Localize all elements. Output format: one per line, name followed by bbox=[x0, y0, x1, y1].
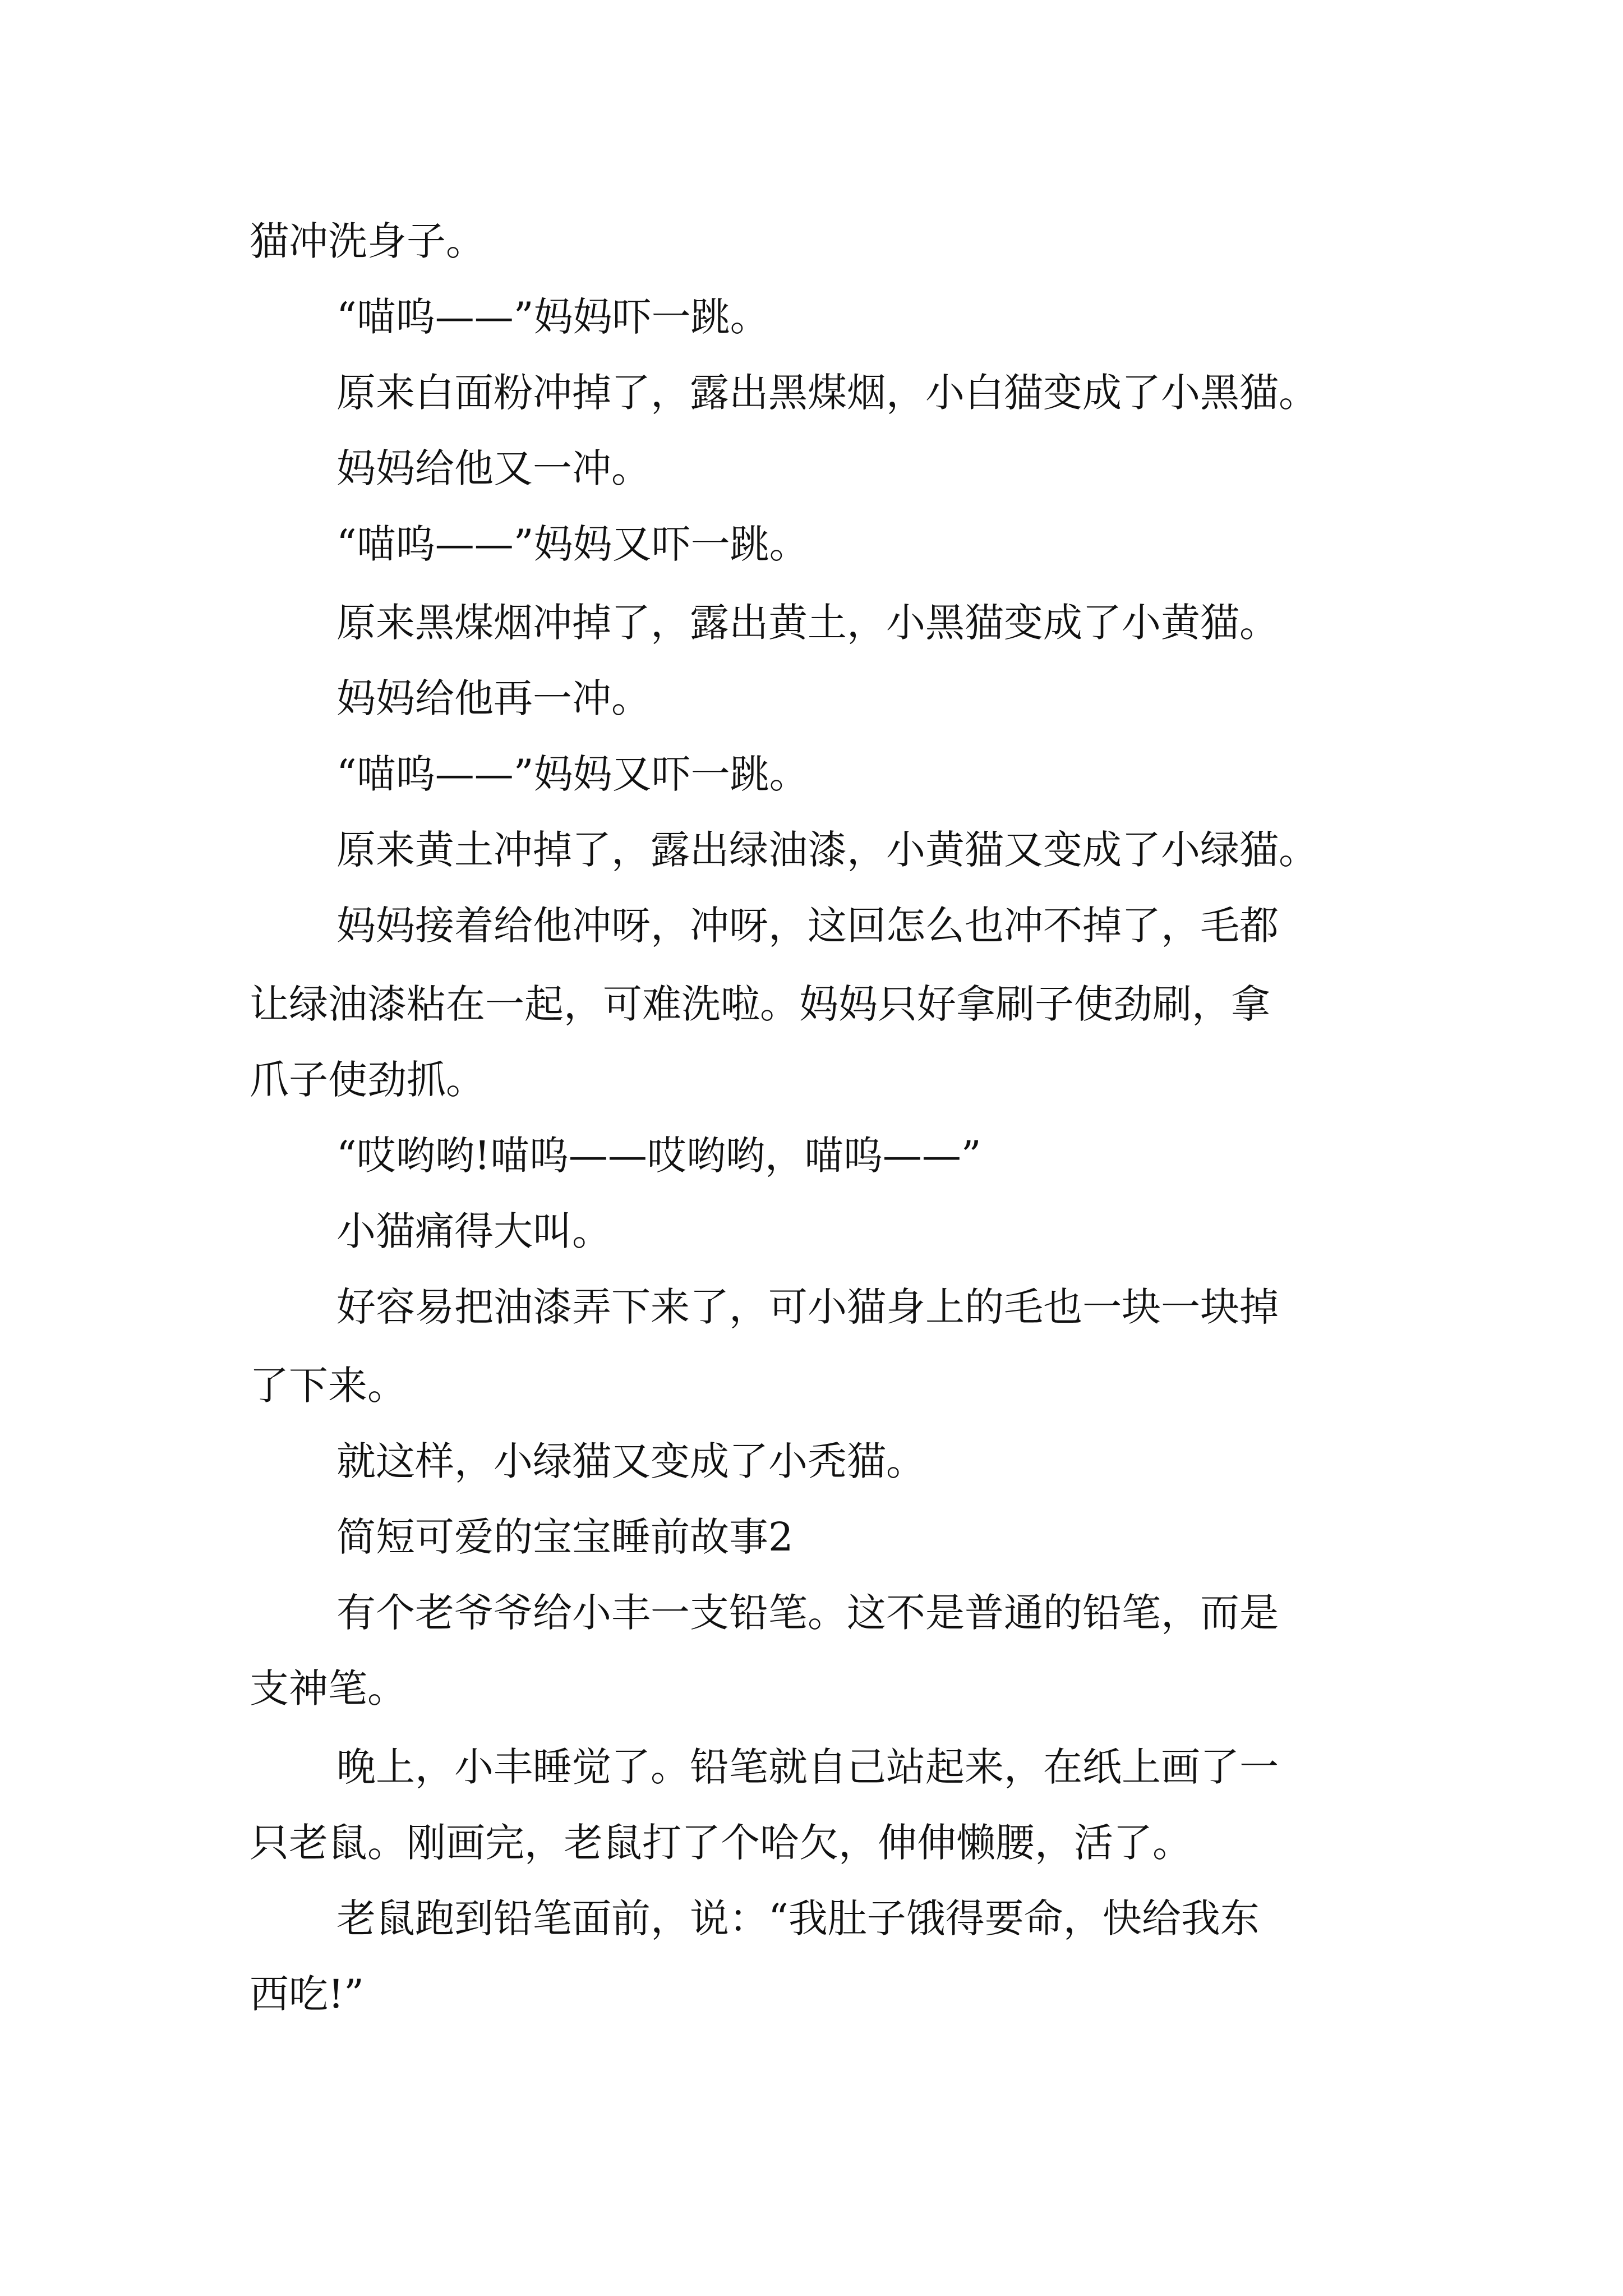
text-line: 就这样，小绿猫又变成了小秃猫。 bbox=[336, 1438, 925, 1484]
text-line: 原来黄土冲掉了，露出绿油漆，小黄猫又变成了小绿猫。 bbox=[336, 827, 1318, 873]
text-line: 原来白面粉冲掉了，露出黑煤烟，小白猫变成了小黑猫。 bbox=[336, 370, 1318, 416]
text-line: 小猫痛得大叫。 bbox=[336, 1208, 611, 1254]
text-line: 有个老爷爷给小丰一支铅笔。这不是普通的铅笔，而是 bbox=[336, 1590, 1279, 1636]
text-line: 妈妈给他再一冲。 bbox=[336, 675, 651, 721]
text-line: 了下来。 bbox=[250, 1363, 407, 1409]
text-line: 妈妈给他又一冲。 bbox=[336, 445, 651, 491]
text-line: 妈妈接着给他冲呀，冲呀，这回怎么也冲不掉了，毛都 bbox=[336, 903, 1279, 949]
text-line: “哎哟哟!喵呜——哎哟哟，喵呜——” bbox=[336, 1133, 981, 1179]
text-line: 猫冲洗身子。 bbox=[250, 218, 485, 264]
text-line: 晚上，小丰睡觉了。铅笔就自己站起来，在纸上画了一 bbox=[336, 1744, 1279, 1790]
text-line: “喵呜——”妈妈又吓一跳。 bbox=[336, 521, 809, 567]
text-line: 爪子使劲抓。 bbox=[250, 1057, 485, 1103]
text-line: 只老鼠。刚画完，老鼠打了个哈欠，伸伸懒腰，活了。 bbox=[250, 1820, 1192, 1866]
text-line: 让绿油漆粘在一起，可难洗啦。妈妈只好拿刷子使劲刷，拿 bbox=[250, 981, 1270, 1027]
text-line: “喵呜——”妈妈又吓一跳。 bbox=[336, 751, 809, 797]
text-line: 老鼠跑到铅笔面前，说：“我肚子饿得要命，快给我东 bbox=[336, 1895, 1260, 1941]
text-line: “喵呜——”妈妈吓一跳。 bbox=[336, 294, 769, 340]
section-heading: 简短可爱的宝宝睡前故事2 bbox=[336, 1514, 794, 1560]
text-line: 原来黑煤烟冲掉了，露出黄土，小黑猫变成了小黄猫。 bbox=[336, 600, 1279, 646]
text-line: 支神笔。 bbox=[250, 1665, 407, 1711]
text-line: 西吃!” bbox=[250, 1971, 364, 2017]
text-line: 好容易把油漆弄下来了，可小猫身上的毛也一块一块掉 bbox=[336, 1284, 1279, 1330]
